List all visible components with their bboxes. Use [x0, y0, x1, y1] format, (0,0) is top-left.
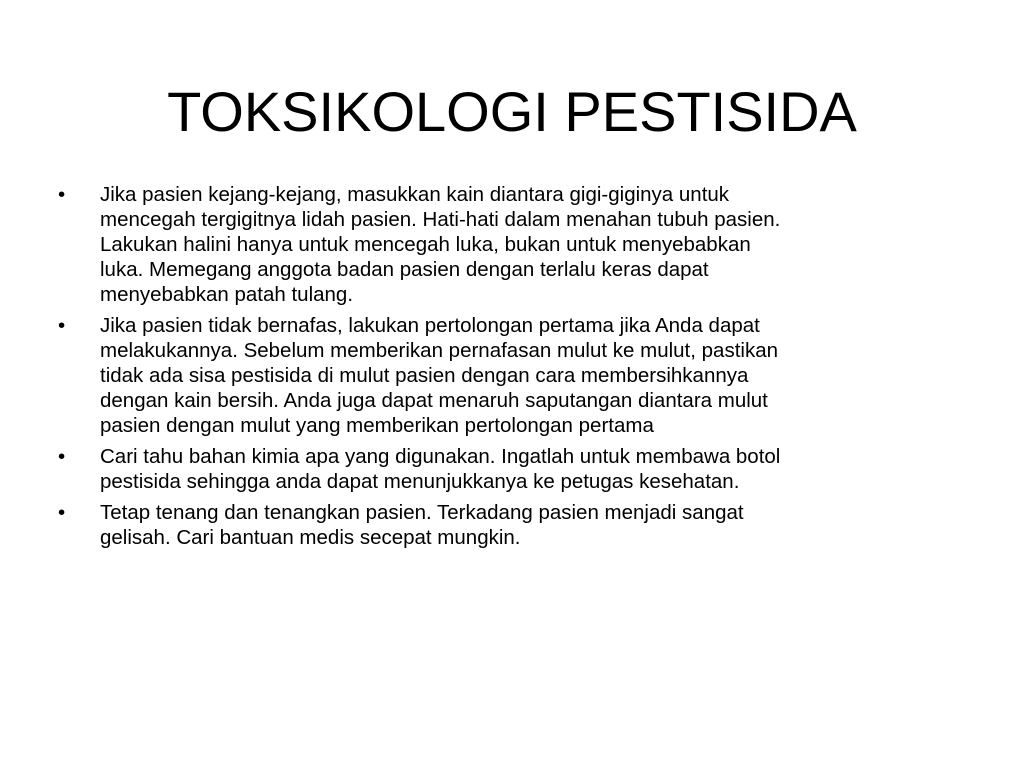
bullet-marker: • [58, 314, 66, 337]
bullet-text-line: Jika pasien kejang-kejang, masukkan kain diantara gigi-giginya untuk [100, 183, 730, 206]
bullet-text-line: pasien dengan mulut yang memberikan pertolongan pertama [100, 414, 654, 437]
bullet-marker: • [58, 183, 66, 206]
bullet-text-line: Tetap tenang dan tenangkan pasien. Terkadang pasien menjadi sangat [100, 501, 744, 524]
bullet-item-3 [58, 444, 968, 494]
bullet-text-line: melakukannya. Sebelum memberikan pernafasan mulut ke mulut, pastikan [100, 339, 778, 362]
bullet-item-2 [58, 313, 968, 438]
bullet-text-line: dengan kain bersih. Anda juga dapat menaruh saputangan diantara mulut [100, 389, 768, 412]
bullet-text-line: gelisah. Cari bantuan medis secepat mungkin. [100, 526, 521, 549]
bullet-text-line: menyebabkan patah tulang. [100, 283, 354, 306]
bullet-item-1 [58, 182, 968, 307]
bullet-list [58, 182, 968, 556]
bullet-marker: • [58, 445, 66, 468]
bullet-item-4 [58, 500, 968, 550]
bullet-text-line: luka. Memegang anggota badan pasien dengan terlalu keras dapat [100, 258, 709, 281]
bullet-text-line: Cari tahu bahan kimia apa yang digunakan. Ingatlah untuk membawa botol [100, 445, 781, 468]
bullet-text-line: Jika pasien tidak bernafas, lakukan pertolongan pertama jika Anda dapat [100, 314, 760, 337]
bullet-text-line: mencegah tergigitnya lidah pasien. Hati-hati dalam menahan tubuh pasien. [100, 208, 781, 231]
bullet-text-line: tidak ada sisa pestisida di mulut pasien dengan cara membersihkannya [100, 364, 749, 387]
bullet-text-line: Lakukan halini hanya untuk mencegah luka, bukan untuk menyebabkan [100, 233, 751, 256]
bullet-marker: • [58, 501, 66, 524]
slide-title: TOKSIKOLOGI PESTISIDA [167, 80, 857, 143]
bullet-text-line: pestisida sehingga anda dapat menunjukkanya ke petugas kesehatan. [100, 470, 740, 493]
